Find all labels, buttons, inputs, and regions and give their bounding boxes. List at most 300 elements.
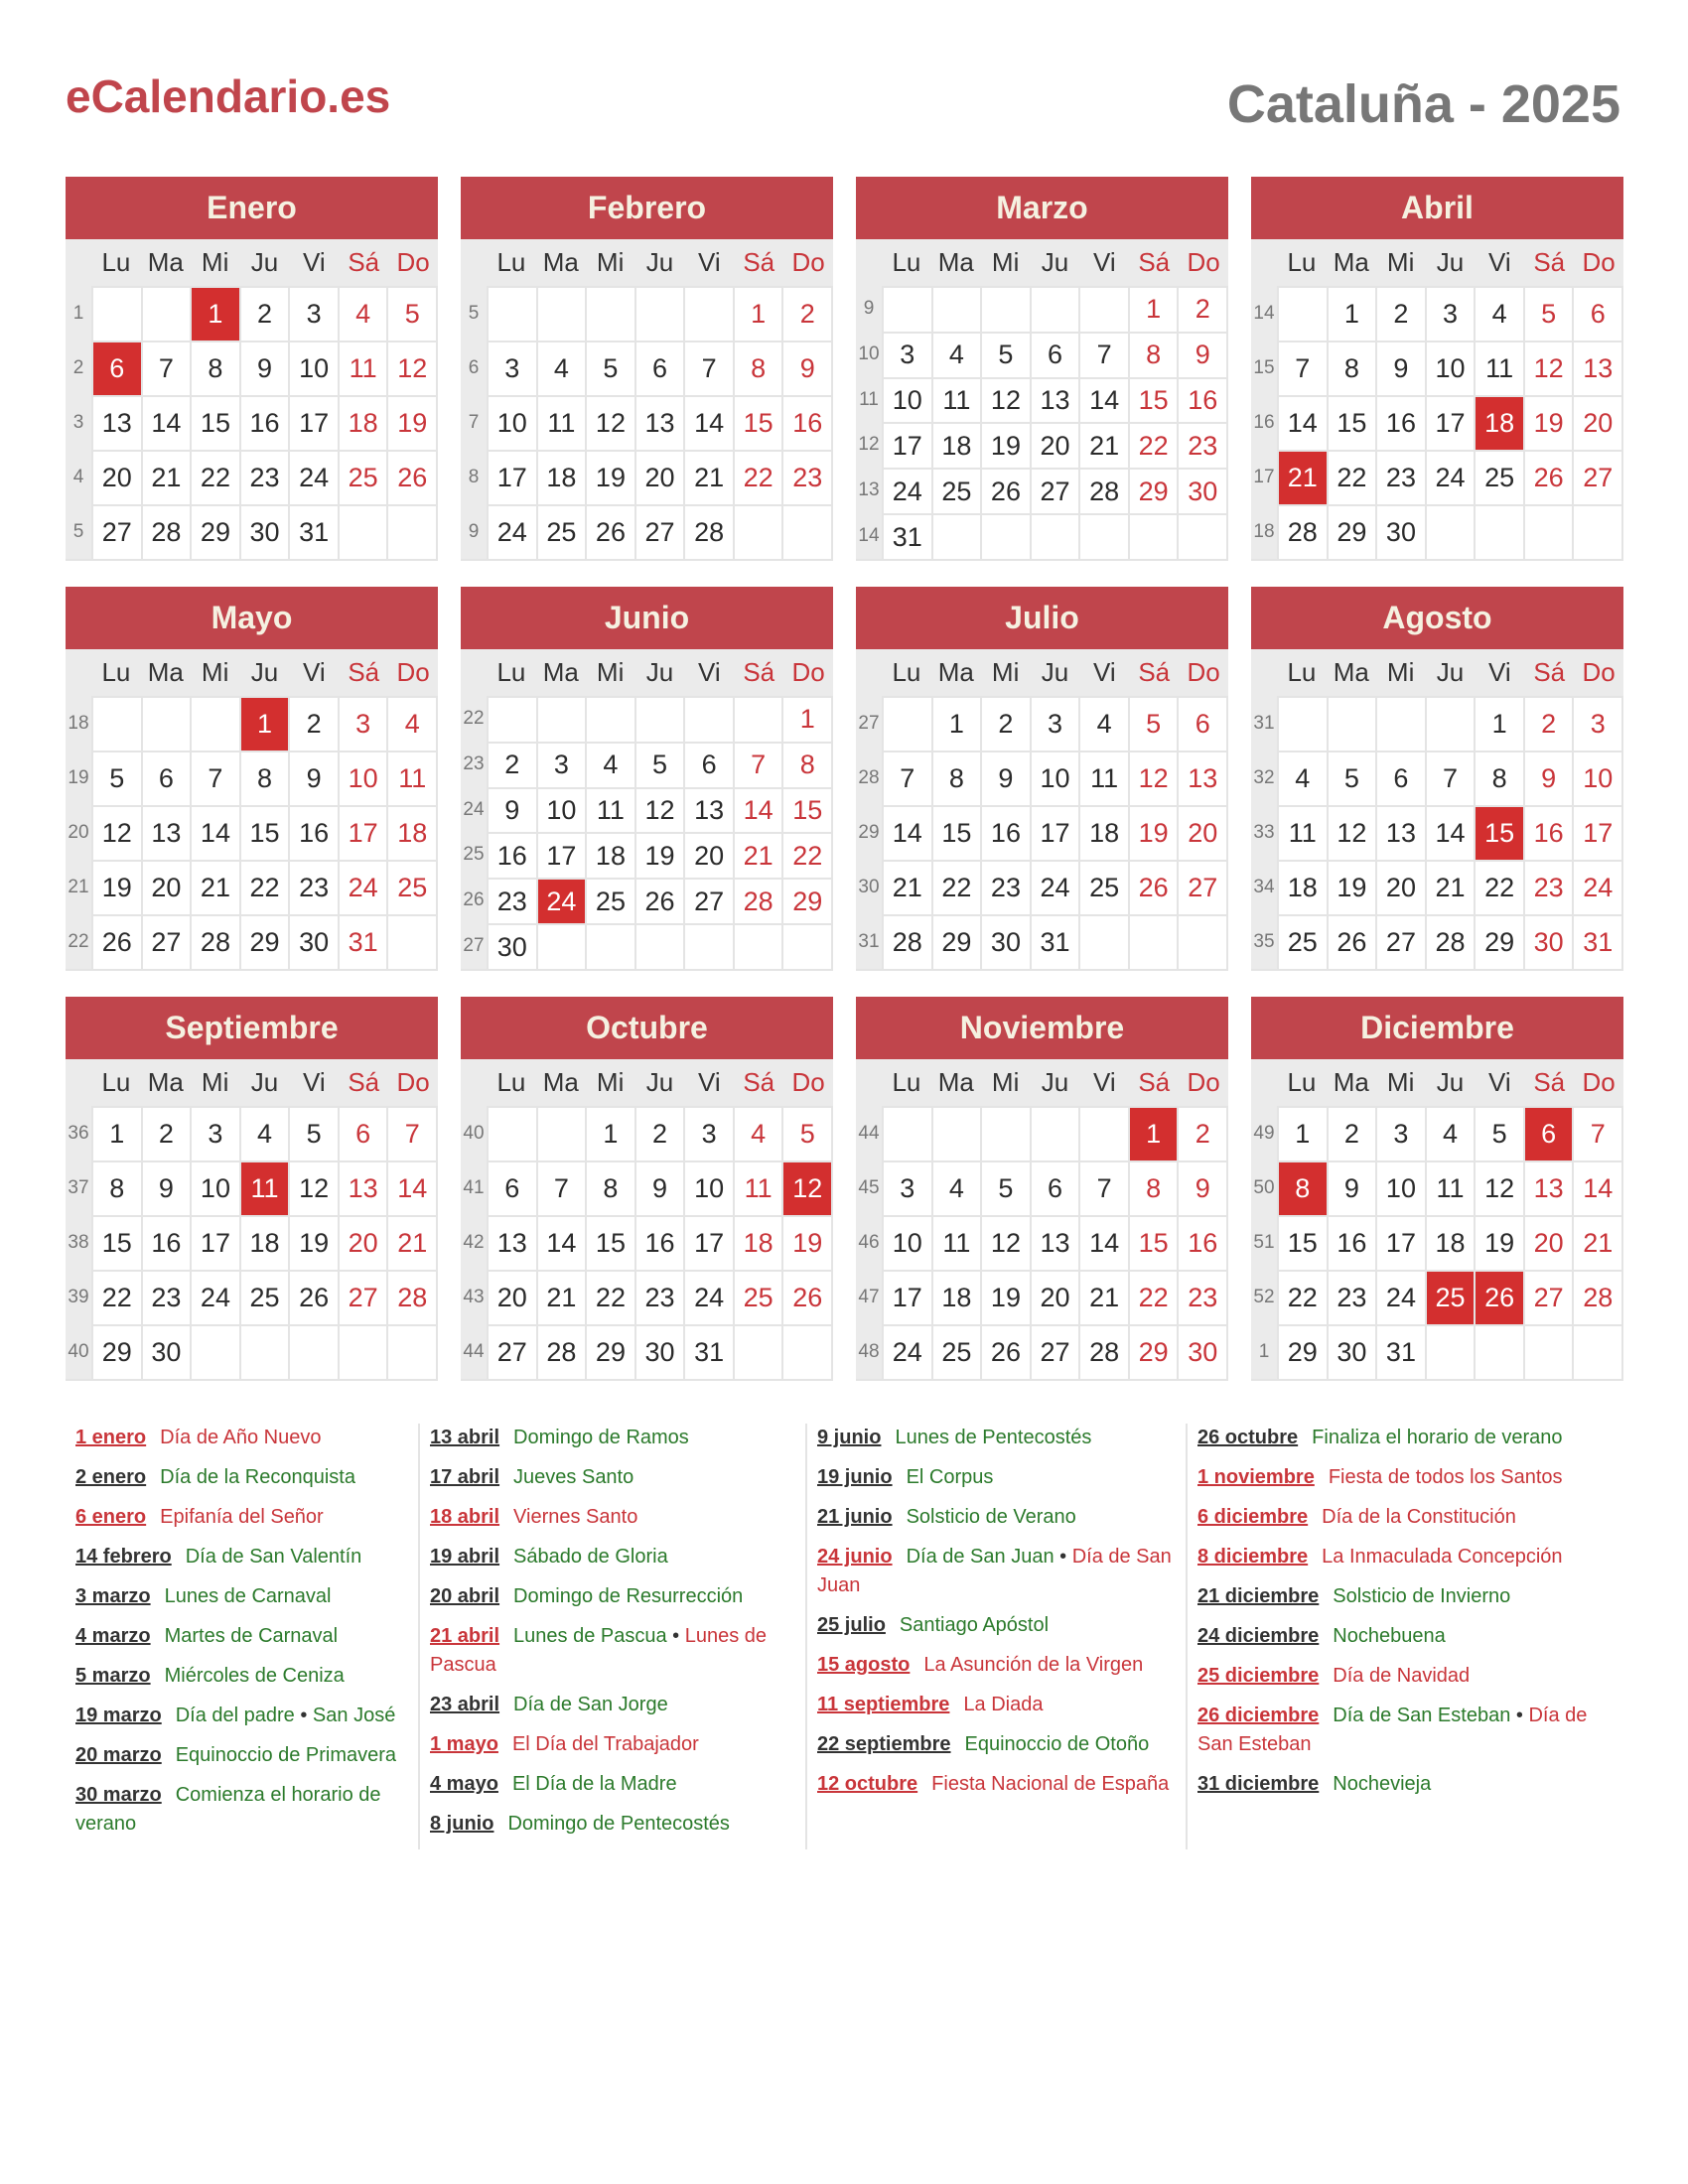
day-cell: 9 — [1327, 1160, 1376, 1215]
day-cell: 27 — [141, 914, 191, 969]
week-row — [461, 1270, 831, 1324]
week-number: 36 — [66, 1106, 91, 1160]
weekday-label: Do — [1582, 657, 1616, 687]
month-days — [1251, 1106, 1623, 1381]
week-row — [856, 332, 1226, 377]
weekday-label: Lu — [101, 1067, 131, 1097]
event-name: Epifanía del Señor — [160, 1506, 324, 1528]
day-cell: 14 — [733, 787, 782, 833]
week-row — [66, 1324, 436, 1379]
day-cell: 13 — [1030, 377, 1079, 423]
event-name: Día del padre — [175, 1705, 295, 1726]
empty-day-cell — [1277, 286, 1327, 341]
day-cell: 15 — [1277, 1215, 1327, 1270]
day-cell: 13 — [1375, 805, 1425, 860]
day-cell: 29 — [1474, 914, 1523, 969]
day-cell: 26 — [980, 1324, 1030, 1379]
weekday-label: Vi — [1488, 657, 1511, 687]
day-cell: 12 — [1523, 341, 1573, 395]
day-cell: 14 — [141, 395, 191, 450]
day-cell: 9 — [141, 1160, 191, 1215]
day-cell: 20 — [683, 832, 733, 878]
day-cell: 24 — [1572, 860, 1621, 914]
event-date: 26 octubre — [1197, 1427, 1299, 1448]
day-cell: 26 — [585, 504, 634, 559]
week-number: 2 — [66, 341, 91, 395]
empty-day-cell — [931, 1106, 981, 1160]
day-cell: 26 — [634, 878, 684, 923]
empty-day-cell — [487, 696, 536, 742]
weekday-label: Do — [396, 247, 430, 277]
day-cell: 24 — [536, 878, 586, 923]
day-cell: 23 — [487, 878, 536, 923]
day-cell: 11 — [1425, 1160, 1475, 1215]
empty-day-cell — [1523, 504, 1573, 559]
day-cell: 13 — [1523, 1160, 1573, 1215]
weekday-label: Do — [396, 1067, 430, 1097]
week-row — [1251, 341, 1621, 395]
day-cell: 24 — [1030, 860, 1079, 914]
weekday-label: Sá — [1138, 247, 1171, 277]
event-item — [75, 1622, 408, 1651]
weekday-label: Lu — [892, 657, 921, 687]
weekday-header — [461, 649, 833, 696]
week-number: 52 — [1251, 1270, 1277, 1324]
month-name: Noviembre — [856, 997, 1228, 1059]
day-cell: 26 — [1523, 450, 1573, 504]
event-date: 21 junio — [817, 1506, 893, 1528]
week-row — [1251, 1324, 1621, 1379]
event-name: Comienza el horario de verano — [75, 1784, 381, 1835]
weekday-label: Vi — [303, 1067, 326, 1097]
day-cell: 16 — [239, 395, 289, 450]
weekday-header — [66, 649, 438, 696]
week-row — [461, 1160, 831, 1215]
event-item — [1197, 1582, 1622, 1611]
events-column — [66, 1424, 418, 1849]
week-number: 22 — [66, 914, 91, 969]
day-cell: 15 — [239, 805, 289, 860]
weekday-label: Sá — [743, 1067, 775, 1097]
weekday-label: Ma — [937, 247, 974, 277]
empty-day-cell — [683, 923, 733, 969]
day-cell: 17 — [1375, 1215, 1425, 1270]
week-number: 14 — [1251, 286, 1277, 341]
event-name: Lunes de Pascua — [513, 1625, 667, 1647]
empty-day-cell — [386, 1324, 436, 1379]
week-row — [856, 805, 1226, 860]
empty-day-cell — [882, 286, 931, 332]
event-name: Nochebuena — [1333, 1625, 1446, 1647]
day-cell: 20 — [487, 1270, 536, 1324]
event-name: Día de San Esteban — [1333, 1705, 1511, 1726]
day-cell: 31 — [338, 914, 387, 969]
event-name: Domingo de Resurrección — [513, 1585, 744, 1607]
week-row — [1251, 1215, 1621, 1270]
week-number: 38 — [66, 1215, 91, 1270]
month-8 — [66, 997, 438, 1381]
day-cell: 11 — [931, 377, 981, 423]
event-date: 1 noviembre — [1197, 1466, 1315, 1488]
day-cell: 20 — [1572, 395, 1621, 450]
weekday-label: Ju — [250, 247, 279, 277]
month-5 — [461, 587, 833, 971]
day-cell: 7 — [683, 341, 733, 395]
empty-day-cell — [487, 1106, 536, 1160]
month-name: Septiembre — [66, 997, 438, 1059]
empty-day-cell — [1572, 504, 1621, 559]
day-cell: 19 — [1128, 805, 1178, 860]
weekday-label: Ma — [1333, 1067, 1369, 1097]
day-cell: 31 — [683, 1324, 733, 1379]
empty-day-cell — [1030, 1106, 1079, 1160]
month-days — [461, 696, 833, 971]
day-cell: 9 — [781, 341, 831, 395]
day-cell: 13 — [634, 395, 684, 450]
day-cell: 9 — [1523, 751, 1573, 805]
day-cell: 30 — [634, 1324, 684, 1379]
day-cell: 22 — [585, 1270, 634, 1324]
day-cell: 7 — [386, 1106, 436, 1160]
day-cell: 21 — [1425, 860, 1475, 914]
day-cell: 4 — [1277, 751, 1327, 805]
day-cell: 16 — [1177, 1215, 1226, 1270]
day-cell: 6 — [1177, 696, 1226, 751]
week-row — [856, 1106, 1226, 1160]
event-item — [1197, 1770, 1622, 1799]
weekday-label: Mi — [991, 247, 1020, 277]
day-cell: 27 — [487, 1324, 536, 1379]
event-date: 3 marzo — [75, 1585, 151, 1607]
day-cell: 17 — [1030, 805, 1079, 860]
day-cell: 11 — [1277, 805, 1327, 860]
week-number-header — [66, 649, 91, 696]
day-cell: 11 — [1474, 341, 1523, 395]
empty-day-cell — [141, 696, 191, 751]
empty-day-cell — [585, 286, 634, 341]
day-cell: 6 — [141, 751, 191, 805]
week-number: 44 — [461, 1324, 487, 1379]
day-cell: 10 — [1030, 751, 1079, 805]
day-cell: 21 — [386, 1215, 436, 1270]
week-row — [856, 1215, 1226, 1270]
event-name: Sábado de Gloria — [513, 1546, 668, 1568]
day-cell: 19 — [585, 450, 634, 504]
weekday-label: Do — [1582, 247, 1616, 277]
empty-day-cell — [536, 696, 586, 742]
day-cell: 1 — [190, 286, 239, 341]
weekday-label: Sá — [1138, 1067, 1171, 1097]
day-cell: 4 — [1078, 696, 1128, 751]
day-cell: 3 — [288, 286, 338, 341]
empty-day-cell — [1523, 1324, 1573, 1379]
event-date: 25 diciembre — [1197, 1665, 1320, 1687]
day-cell: 4 — [536, 341, 586, 395]
day-cell: 27 — [683, 878, 733, 923]
day-cell: 14 — [683, 395, 733, 450]
week-number: 40 — [66, 1324, 91, 1379]
day-cell: 27 — [1572, 450, 1621, 504]
day-cell: 30 — [288, 914, 338, 969]
event-item — [1197, 1702, 1622, 1759]
day-cell: 2 — [288, 696, 338, 751]
day-cell: 4 — [338, 286, 387, 341]
day-cell: 23 — [1375, 450, 1425, 504]
day-cell: 5 — [980, 332, 1030, 377]
weekday-label: Vi — [1093, 657, 1116, 687]
weekday-label: Do — [396, 657, 430, 687]
day-cell: 15 — [931, 805, 981, 860]
weekday-label: Ma — [1333, 247, 1369, 277]
event-date: 24 diciembre — [1197, 1625, 1320, 1647]
day-cell: 8 — [1128, 332, 1178, 377]
month-name: Junio — [461, 587, 833, 649]
week-row — [1251, 805, 1621, 860]
empty-day-cell — [585, 696, 634, 742]
weekday-header — [856, 649, 1228, 696]
weekday-label: Lu — [892, 1067, 921, 1097]
day-cell: 15 — [733, 395, 782, 450]
day-cell: 8 — [931, 751, 981, 805]
day-cell: 18 — [338, 395, 387, 450]
week-row — [66, 1160, 436, 1215]
day-cell: 16 — [781, 395, 831, 450]
weekday-label: Lu — [496, 247, 526, 277]
event-item — [817, 1463, 1176, 1492]
day-cell: 10 — [1572, 751, 1621, 805]
event-item — [75, 1702, 408, 1730]
day-cell: 9 — [1177, 332, 1226, 377]
day-cell: 27 — [634, 504, 684, 559]
weekday-label: Sá — [1533, 657, 1566, 687]
day-cell: 14 — [882, 805, 931, 860]
day-cell: 3 — [1572, 696, 1621, 751]
empty-day-cell — [1327, 696, 1376, 751]
week-row — [1251, 1270, 1621, 1324]
week-number-header — [856, 1059, 882, 1106]
day-cell: 30 — [1177, 1324, 1226, 1379]
day-cell: 3 — [882, 1160, 931, 1215]
day-cell: 10 — [683, 1160, 733, 1215]
event-item — [1197, 1543, 1622, 1571]
day-cell: 3 — [487, 341, 536, 395]
event-name: Equinoccio de Otoño — [964, 1733, 1150, 1755]
weekday-label: Ma — [147, 1067, 184, 1097]
week-row — [461, 395, 831, 450]
day-cell: 28 — [882, 914, 931, 969]
day-cell: 2 — [239, 286, 289, 341]
day-cell: 7 — [882, 751, 931, 805]
month-days — [856, 696, 1228, 971]
weekday-label: Ju — [1041, 247, 1069, 277]
event-item — [75, 1424, 408, 1452]
event-name: Lunes de Carnaval — [164, 1585, 332, 1607]
week-number: 48 — [856, 1324, 882, 1379]
month-0 — [66, 177, 438, 561]
day-cell: 29 — [190, 504, 239, 559]
month-9 — [461, 997, 833, 1381]
event-name: Día de la Reconquista — [160, 1466, 355, 1488]
events-list — [66, 1424, 1632, 1849]
month-days — [856, 1106, 1228, 1381]
day-cell: 22 — [1474, 860, 1523, 914]
weekday-label: Lu — [101, 247, 131, 277]
day-cell: 9 — [1177, 1160, 1226, 1215]
weekday-label: Mi — [596, 247, 625, 277]
week-number-header — [1251, 1059, 1277, 1106]
event-item — [430, 1622, 795, 1680]
week-number-header — [856, 649, 882, 696]
event-name: Finaliza el horario de verano — [1312, 1427, 1563, 1448]
day-cell: 19 — [980, 1270, 1030, 1324]
weekday-label: Sá — [743, 657, 775, 687]
day-cell: 1 — [1474, 696, 1523, 751]
event-date: 24 junio — [817, 1546, 893, 1568]
event-name: Día de Año Nuevo — [160, 1427, 322, 1448]
event-name: Día de San Jorge — [513, 1694, 668, 1715]
month-6 — [856, 587, 1228, 971]
month-3 — [1251, 177, 1623, 561]
event-item — [817, 1770, 1176, 1799]
brand-logo: eCalendario.es — [66, 70, 391, 122]
weekday-label: Do — [1582, 1067, 1616, 1097]
empty-day-cell — [634, 696, 684, 742]
week-row — [461, 341, 831, 395]
day-cell: 1 — [585, 1106, 634, 1160]
day-cell: 16 — [980, 805, 1030, 860]
event-name: Santiago Apóstol — [899, 1614, 1050, 1636]
week-number: 12 — [856, 422, 882, 468]
weekday-label: Ju — [250, 657, 279, 687]
day-cell: 16 — [1327, 1215, 1376, 1270]
month-days — [461, 1106, 833, 1381]
event-item — [817, 1651, 1176, 1680]
event-name: Solsticio de Invierno — [1333, 1585, 1511, 1607]
day-cell: 17 — [536, 832, 586, 878]
day-cell: 25 — [1474, 450, 1523, 504]
event-date: 22 septiembre — [817, 1733, 951, 1755]
week-row — [66, 504, 436, 559]
event-name: Jueves Santo — [513, 1466, 634, 1488]
event-date: 8 diciembre — [1197, 1546, 1309, 1568]
day-cell: 17 — [683, 1215, 733, 1270]
week-row — [1251, 1160, 1621, 1215]
week-row — [1251, 395, 1621, 450]
week-number: 14 — [856, 513, 882, 559]
day-cell: 23 — [288, 860, 338, 914]
day-cell: 23 — [1523, 860, 1573, 914]
weekday-header — [1251, 1059, 1623, 1106]
week-number: 51 — [1251, 1215, 1277, 1270]
event-name: Día de Navidad — [1333, 1665, 1471, 1687]
week-row — [66, 1106, 436, 1160]
week-row — [66, 395, 436, 450]
day-cell: 11 — [585, 787, 634, 833]
day-cell: 29 — [781, 878, 831, 923]
week-number: 50 — [1251, 1160, 1277, 1215]
week-number: 11 — [856, 377, 882, 423]
day-cell: 25 — [931, 1324, 981, 1379]
day-cell: 23 — [980, 860, 1030, 914]
week-number: 24 — [461, 787, 487, 833]
week-number: 30 — [856, 860, 882, 914]
week-number: 32 — [1251, 751, 1277, 805]
weekday-label: Mi — [596, 657, 625, 687]
empty-day-cell — [91, 696, 141, 751]
week-number: 1 — [1251, 1324, 1277, 1379]
day-cell: 31 — [288, 504, 338, 559]
day-cell: 18 — [931, 1270, 981, 1324]
weekday-label: Vi — [1488, 247, 1511, 277]
event-date: 21 abril — [430, 1625, 500, 1647]
day-cell: 8 — [239, 751, 289, 805]
day-cell: 6 — [1030, 1160, 1079, 1215]
week-number: 5 — [66, 504, 91, 559]
day-cell: 8 — [781, 742, 831, 787]
day-cell: 17 — [882, 422, 931, 468]
day-cell: 26 — [288, 1270, 338, 1324]
day-cell: 7 — [1572, 1106, 1621, 1160]
day-cell: 22 — [190, 450, 239, 504]
day-cell: 28 — [1078, 1324, 1128, 1379]
weekday-label: Mi — [201, 1067, 229, 1097]
day-cell: 28 — [141, 504, 191, 559]
day-cell: 27 — [1177, 860, 1226, 914]
day-cell: 17 — [882, 1270, 931, 1324]
day-cell: 8 — [1327, 341, 1376, 395]
day-cell: 2 — [1523, 696, 1573, 751]
event-name-secondary: Lunes de Pascua — [430, 1625, 768, 1676]
event-item — [1197, 1622, 1622, 1651]
event-date: 19 junio — [817, 1466, 893, 1488]
week-row — [461, 450, 831, 504]
weekday-label: Sá — [743, 247, 775, 277]
weekday-header — [1251, 239, 1623, 286]
day-cell: 7 — [536, 1160, 586, 1215]
day-cell: 1 — [1277, 1106, 1327, 1160]
week-row — [461, 832, 831, 878]
weekday-label: Ju — [1436, 247, 1465, 277]
day-cell: 24 — [882, 468, 931, 513]
day-cell: 4 — [931, 1160, 981, 1215]
day-cell: 20 — [141, 860, 191, 914]
day-cell: 5 — [634, 742, 684, 787]
week-number: 40 — [461, 1106, 487, 1160]
event-name: Día de la Constitución — [1322, 1506, 1516, 1528]
day-cell: 15 — [1474, 805, 1523, 860]
month-days — [66, 286, 438, 561]
week-row — [856, 468, 1226, 513]
day-cell: 23 — [1327, 1270, 1376, 1324]
weekday-label: Ma — [147, 247, 184, 277]
day-cell: 2 — [1375, 286, 1425, 341]
day-cell: 8 — [1277, 1160, 1327, 1215]
weekday-label: Ju — [1436, 657, 1465, 687]
event-item — [75, 1662, 408, 1691]
day-cell: 25 — [536, 504, 586, 559]
day-cell: 6 — [683, 742, 733, 787]
day-cell: 3 — [683, 1106, 733, 1160]
day-cell: 4 — [239, 1106, 289, 1160]
day-cell: 17 — [1425, 395, 1475, 450]
event-name: El Día de la Madre — [511, 1773, 677, 1795]
event-item — [817, 1543, 1176, 1600]
day-cell: 24 — [190, 1270, 239, 1324]
week-row — [856, 696, 1226, 751]
day-cell: 11 — [386, 751, 436, 805]
event-name: Día de San Valentín — [185, 1546, 362, 1568]
event-date: 5 marzo — [75, 1665, 151, 1687]
